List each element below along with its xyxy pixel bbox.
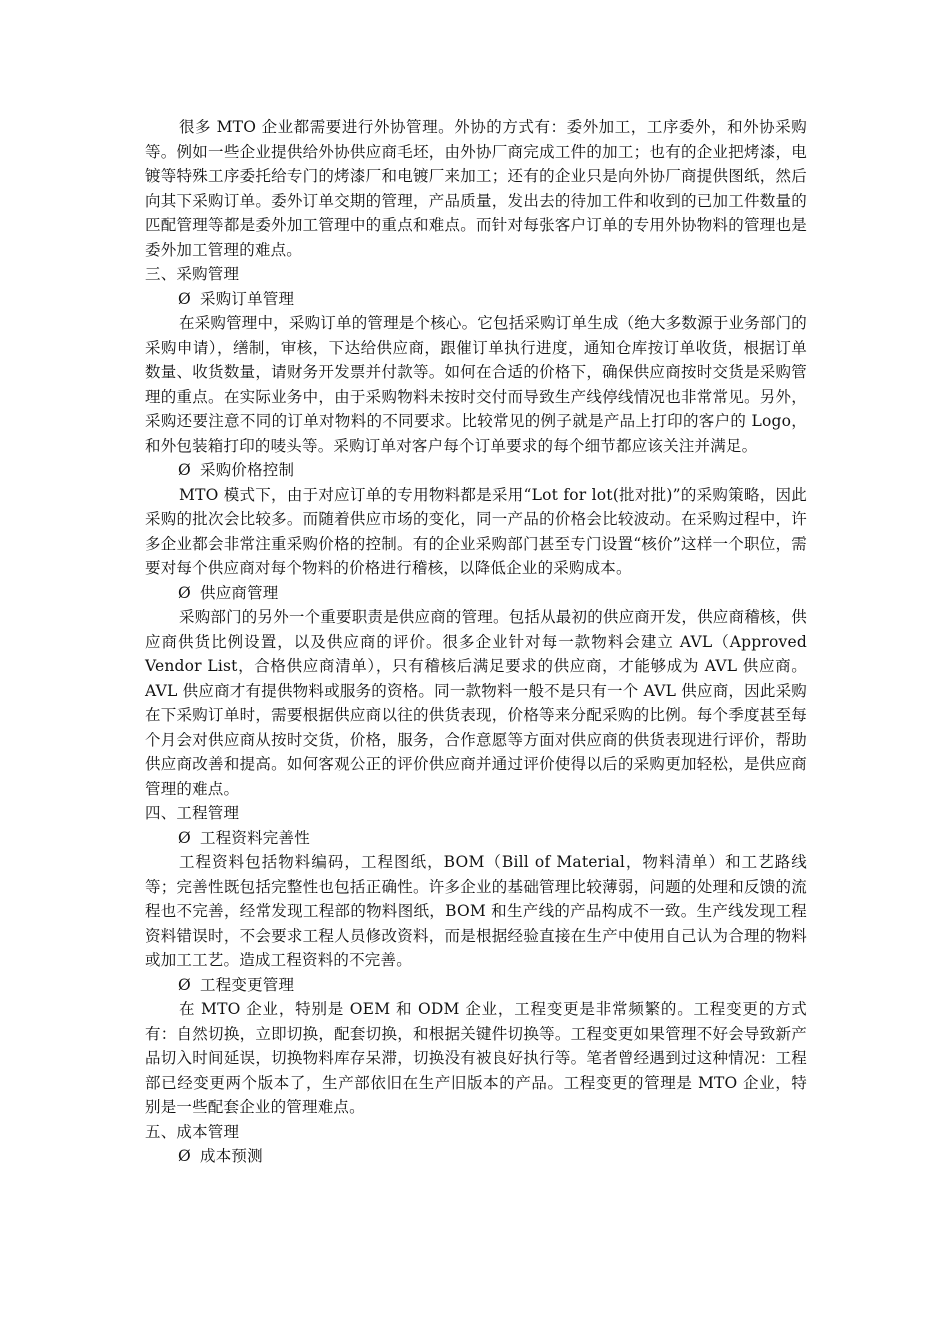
paragraph-engineering-change: 在 MTO 企业，特别是 OEM 和 ODM 企业，工程变更是非常频繁的。工程变更的方式有：自然切换，立即切换，配套切换，和根据关键件切换等。工程变更如果管理不好会导致新产品切入时间延误，切换物料库存呆滞，切换没有被良好执行等。笔者曾经遇到过这种情况：工程部已经变更两个版本了，生产部依旧在生产旧版本的产品。工程变更的管理是 MTO 企业，特别是一些配套企业的管理难点。	[145, 1000, 807, 1116]
paragraph-purchase-order: 在采购管理中，采购订单的管理是个核心。它包括采购订单生成（绝大多数源于业务部门的采购申请），缮制，审核，下达给供应商，跟催订单执行进度，通知仓库按订单收货，根据订单数量、收货数量，请财务开发票并付款等。如何在合适的价格下，确保供应商按时交货是采购管理的重点。在实际业务中，由于采购物料未按时交付而导致生产线停线情况也非常常见。另外，采购还要注意不同的订单对物料的不同要求。比较常见的例子就是产品上打印的客户的 Logo，和外包装箱打印的唛头等。采购订单对客户每个订单要求的每个细节都应该关注并满足。	[145, 314, 808, 455]
section-heading-cost: 五、成本管理	[145, 1122, 240, 1141]
bullet-purchase-price	[145, 458, 807, 483]
bullet-marker: Ø	[178, 461, 191, 479]
bullet-engineering-change	[145, 973, 807, 998]
paragraph-purchase-price: MTO 模式下，由于对应订单的专用物料都是采用“Lot for lot(批对批)”的采购策略，因此采购的批次会比较多。而随着供应市场的变化，同一产品的价格会比较波动。在采购过程中，许多企业都会非常注重采购价格的控制。有的企业采购部门甚至专门设置“核价”这样一个职位，需要对每个供应商对每个物料的价格进行稽核，以降低企业的采购成本。	[145, 485, 807, 577]
bullet-cost-forecast	[145, 1144, 807, 1169]
section-heading-engineering: 四、工程管理	[145, 804, 240, 822]
bullet-label: 成本预测	[200, 1147, 263, 1165]
section-heading-purchasing: 三、采购管理	[145, 265, 240, 283]
bullet-label: 供应商管理	[200, 583, 279, 602]
document-page	[145, 115, 807, 1169]
bullet-marker: Ø	[178, 583, 191, 602]
bullet-supplier	[145, 581, 807, 606]
bullet-label: 工程变更管理	[200, 975, 295, 994]
bullet-engineering-data	[145, 826, 807, 851]
bullet-label: 采购价格控制	[200, 461, 295, 479]
paragraph-outsourcing: 很多 MTO 企业都需要进行外协管理。外协的方式有：委外加工，工序委外，和外协采购等。例如一些企业提供给外协供应商毛坯，由外协厂商完成工件的加工；也有的企业把烤漆，电镀等特殊工序委托给专门的烤漆厂和电镀厂来加工；还有的企业只是向外协厂商提供图纸，然后向其下采购订单。委外订单交期的管理，产品质量，发出去的待加工件和收到的已加工件数量的匹配管理等都是委外加工管理中的重点和难点。而针对每张客户订单的专用外协物料的管理也是委外加工管理的难点。	[145, 118, 807, 259]
paragraph-supplier: 采购部门的另外一个重要职责是供应商的管理。包括从最初的供应商开发，供应商稽核，供应商供货比例设置，以及供应商的评价。很多企业针对每一款物料会建立 AVL（Approved Vendor List，合格供应商清单），只有稽核后满足要求的供应商，才能够成为 AVL 供应商。AVL 供应商才有提供物料或服务的资格。同一款物料一般不是只有一个 AVL 供应商，因此采购在下采购订单时，需要根据供应商以往的供货表现，价格等来分配采购的比例。每个季度甚至每个月会对供应商从按时交货，价格，服务，合作意愿等方面对供应商的供货表现进行评价，帮助供应商改善和提高。如何客观公正的评价供应商并通过评价使得以后的采购更加轻松，是供应商管理的难点。	[145, 608, 808, 798]
bullet-marker: Ø	[178, 1147, 191, 1165]
paragraph-engineering-data: 工程资料包括物料编码，工程图纸，BOM（Bill of Material，物料清单）和工艺路线等；完善性既包括完整性也包括正确性。许多企业的基础管理比较薄弱，问题的处理和反馈的流程也不完善，经常发现工程部的物料图纸，BOM 和生产线的产品构成不一致。生产线发现工程资料错误时，不会要求工程人员修改资料，而是根据经验直接在生产中使用自己认为合理的物料或加工工艺。造成工程资料的不完善。	[145, 853, 807, 969]
bullet-marker: Ø	[178, 975, 191, 994]
bullet-purchase-order	[145, 287, 807, 312]
bullet-label: 工程资料完善性	[200, 828, 310, 847]
bullet-marker: Ø	[178, 828, 191, 847]
bullet-marker: Ø	[178, 289, 191, 308]
bullet-label: 采购订单管理	[200, 289, 295, 308]
